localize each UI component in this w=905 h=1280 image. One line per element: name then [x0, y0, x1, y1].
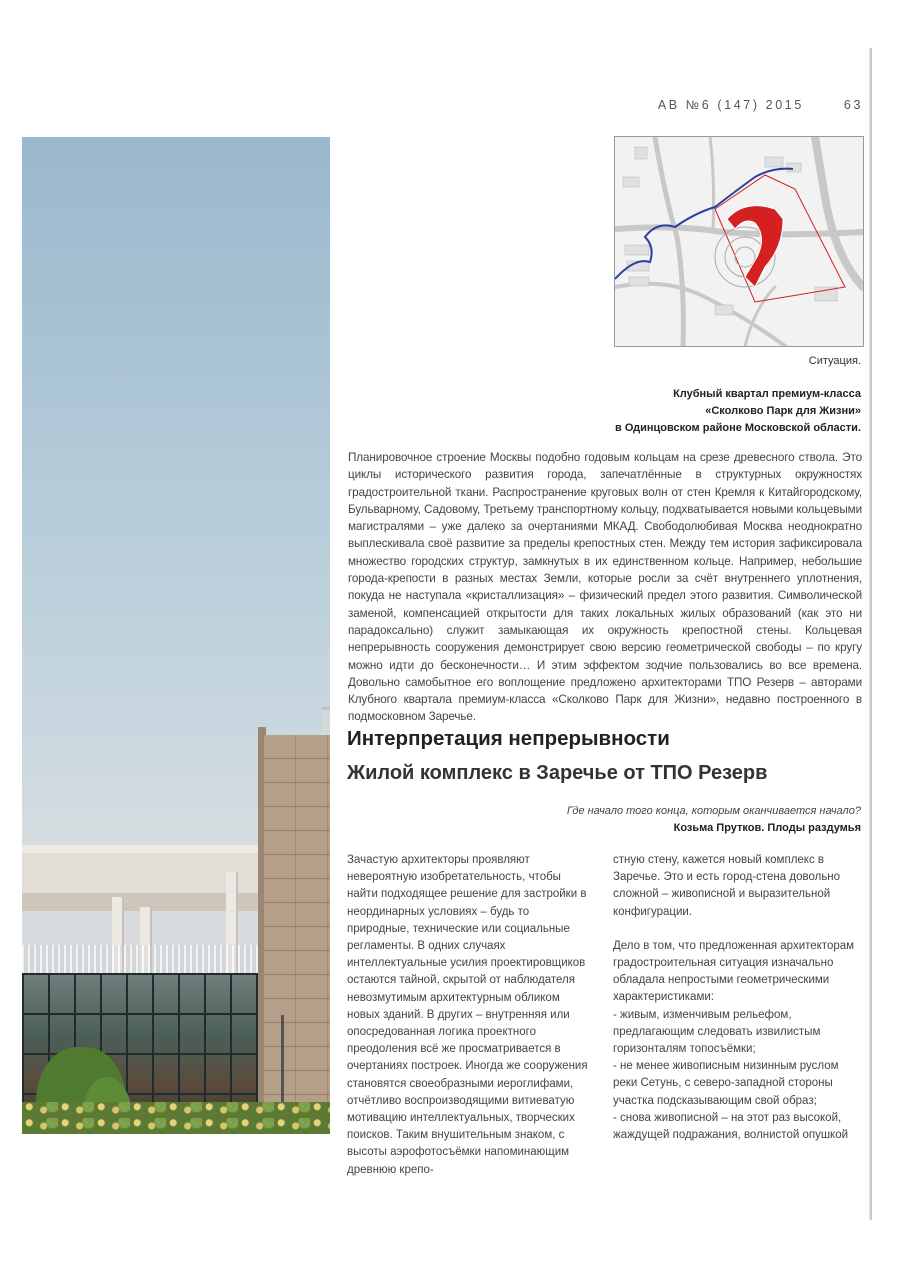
article-subtitle: Жилой комплекс в Заречье от ТПО Резерв: [347, 762, 768, 784]
project-caption-line: «Сколково Парк для Жизни»: [705, 405, 861, 417]
page-header: [658, 98, 863, 112]
epigraph-quote: Где начало того конца, которым оканчивается начало?: [566, 805, 861, 817]
list-item: - не менее живописным низинным руслом реки Сетунь, с северо-западной стороны участка подсказывающим свой образ;: [613, 1060, 839, 1107]
project-caption: [561, 386, 861, 437]
list-item: - живым, изменчивым рельефом, предлагающим следовать извилистым горизонталям топосъёмки;: [613, 1008, 821, 1056]
project-caption-line: в Одинцовском районе Московской области.: [615, 422, 861, 434]
epigraph-author: Козьма Прутков. Плоды раздумья: [673, 822, 861, 834]
list-item: - снова живописной – на этот раз высокой, жаждущей подражания, волнистой опушкой: [613, 1111, 849, 1142]
body-column-1: [347, 852, 589, 1179]
photo-stone-wall: [264, 735, 330, 1134]
body-paragraph: Дело в том, что предложенная архитекторам градостроительная ситуация изначально обладала непростыми геометрическими характеристиками:: [613, 939, 855, 1004]
page-number: 63: [843, 98, 863, 112]
issue-label: АВ №6 (147) 2015: [657, 98, 804, 112]
intro-paragraph: Планировочное строение Москвы подобно годовым кольцам на срезе древесного ствола. Это циклы исторического развития города, запечатлённые в структурных окружностях градостроительной ткани. Распространение круговых волн от стен Кремля к Китайгородскому, Бульварному, Садовому, Третьему транспортному кольцу, подхватывается новыми кольцевыми магистралями – уже далеко за очертаниями МКАД. Свободолюбивая Москва неоднократно выплескивала своё развитие за пределы крепостных стен. Между тем история зафиксировала множество городских структур, замкнутых в их единственном кольце. Например, небольшие города-крепости в разных местах Земли, которые росли за счёт внутреннего уплотнения, покуда не наступала «кристаллизация» – физический предел этого развития. Символической заменой, компенсацией открытости для таких локальных жилых образований (как это ни парадоксально) служит замыкающая их окружность крепостной стены. Кольцевая непрерывность сооружения демонстрирует свою версию геометрической свободы – по кругу можно идти до бесконечности… И этим эффектом зодчие пользовались во все времена. Довольно самобытное его воплощение предложено архитекторами ТПО Резерв – авторами Клубного квартала премиум-класса «Сколково Парк для Жизни», недавно построенного в подмосковном Заречье.: [348, 451, 862, 724]
epigraph: [567, 803, 861, 837]
body-column-2: [613, 852, 855, 1144]
building-photo: [22, 137, 330, 1134]
site-plan-drawing: [615, 137, 863, 346]
body-paragraph: Зачастую архитекторы проявляют невероятную изобретательность, чтобы найти подходящее решение для застройки в неординарных условиях – будь то природные, технические или социальные регламенты. В одних случаях интеллектуальные усилия проектировщиков остаются тайной, скрытой от наблюдателя невозмутимым архитектурным обликом новых зданий. В других – внутренняя или опосредованная логика проектного преодоления всё же просматривается в очертаниях построек. Иногда же сооружения становятся своеобразными иероглифами, отчётливо воспроизводящими витиеватую мотивацию интеллектуальных, творческих поисков. Таким внушительным знаком, с высоты аэрофотосъёмки напоминающим древнюю крепо-: [347, 854, 588, 1176]
project-caption-line: Клубный квартал премиум-класса: [673, 388, 861, 400]
photo-hedge: [22, 1102, 330, 1134]
site-plan-map: [614, 136, 864, 347]
page-edge-shadow: [869, 48, 872, 1220]
map-caption: Ситуация.: [808, 355, 861, 367]
body-paragraph: стную стену, кажется новый комплекс в Заречье. Это и есть город-стена довольно сложной – живописной и выразительной конфигурации.: [613, 854, 841, 918]
article-title: Интерпретация непрерывности: [347, 727, 670, 750]
